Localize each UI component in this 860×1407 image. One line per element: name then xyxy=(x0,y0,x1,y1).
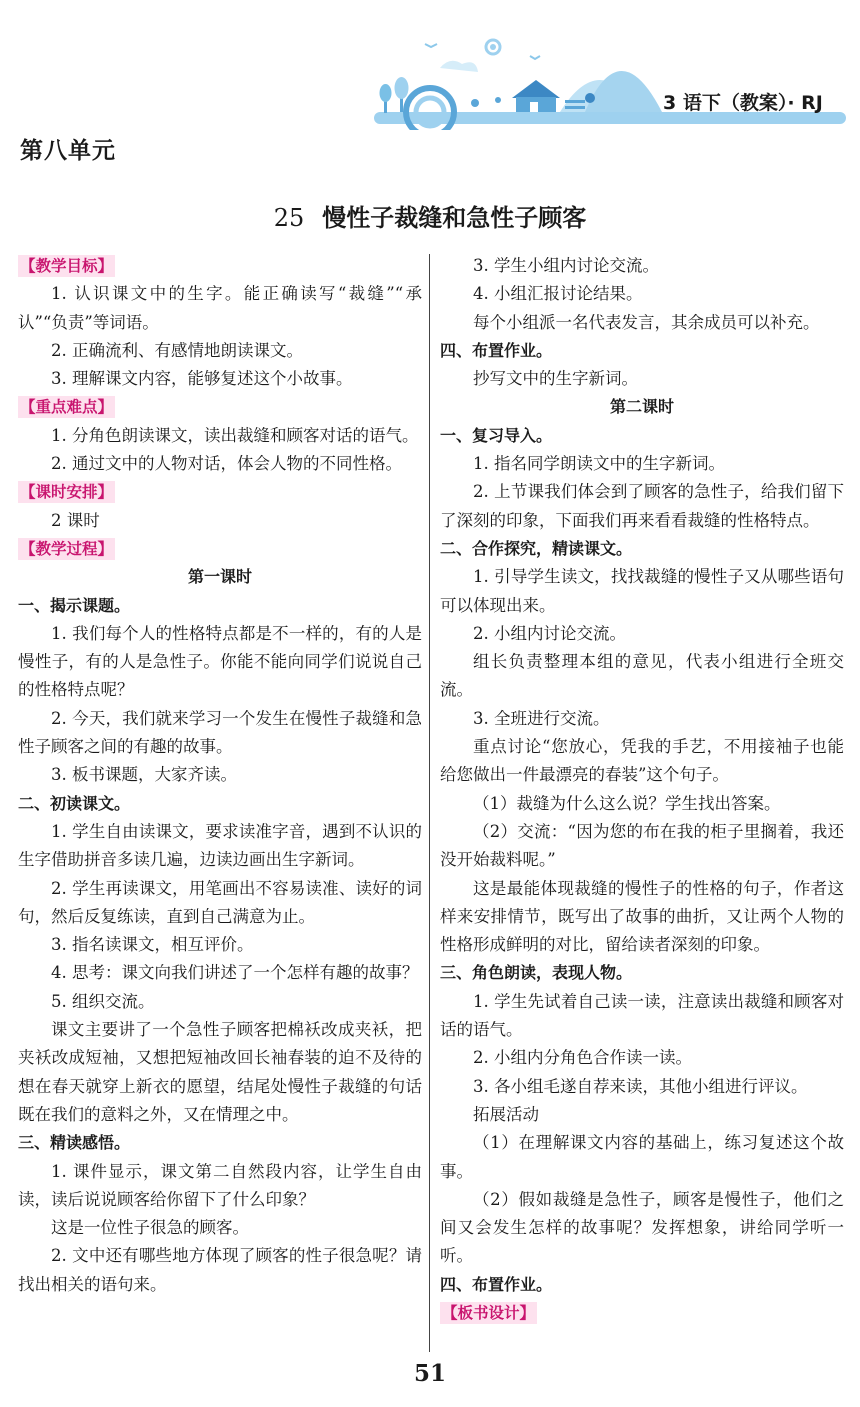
paragraph: （1）裁缝为什么这么说？学生找出答案。 xyxy=(473,793,781,813)
paragraph: 抄写文中的生字新词。 xyxy=(473,369,638,389)
paragraph: 3. 理解课文内容，能够复述这个小故事。 xyxy=(51,369,353,389)
paragraph: 1. 学生先试着自己读一读，注意读出裁缝和顾客对话的语气。 xyxy=(440,991,844,1040)
paragraph: 2. 小组内分角色合作读一读。 xyxy=(473,1048,692,1068)
section-heading: 四、布置作业。 xyxy=(440,1274,553,1294)
section-tag-label: 【重点难点】 xyxy=(20,398,114,417)
paragraph: 3. 各小组毛遂自荐来读，其他小组进行评议。 xyxy=(473,1076,808,1096)
paragraph: （2）假如裁缝是急性子，顾客是慢性子，他们之间又会发生怎样的故事呢？发挥想象，讲给同学听一听。 xyxy=(440,1189,844,1266)
section-tag xyxy=(440,1299,844,1327)
column-divider xyxy=(429,254,430,1352)
page-header xyxy=(0,0,860,130)
paragraph: 每个小组派一名代表发言，其余成员可以补充。 xyxy=(473,312,820,332)
section-tag xyxy=(18,252,422,280)
paragraph: 1. 我们每个人的性格特点都是不一样的，有的人是慢性子，有的人是急性子。你能不能向同学们说说自己的性格特点呢？ xyxy=(18,623,422,700)
section-heading: 一、揭示课题。 xyxy=(18,595,131,615)
unit-title: 第八单元 xyxy=(20,138,116,164)
paragraph: 1. 引导学生读文，找找裁缝的慢性子又从哪些语句可以体现出来。 xyxy=(440,567,844,615)
section-tag xyxy=(18,478,422,506)
section-tag-label: 【板书设计】 xyxy=(442,1303,536,1322)
section-heading: 二、初读课文。 xyxy=(18,793,131,813)
section-tag-label: 【教学过程】 xyxy=(20,539,114,558)
paragraph: 2. 正确流利、有感情地朗读课文。 xyxy=(51,340,303,360)
section-heading: 二、合作探究，精读课文。 xyxy=(440,538,633,558)
section-tag-label: 【教学目标】 xyxy=(20,257,114,275)
left-column xyxy=(18,252,422,1299)
period-heading: 第二课时 xyxy=(609,397,674,417)
section-tag xyxy=(18,393,422,421)
paragraph: 1. 指名同学朗读文中的生字新词。 xyxy=(473,454,725,474)
paragraph: 3. 板书课题，大家齐读。 xyxy=(51,765,237,785)
section-heading: 四、布置作业。 xyxy=(440,340,553,360)
section-heading: 三、角色朗读，表现人物。 xyxy=(440,963,633,983)
paragraph: 4. 思考：课文向我们讲述了一个怎样有趣的故事？ xyxy=(51,963,419,983)
paragraph: 2. 通过文中的人物对话，体会人物的不同性格。 xyxy=(51,454,402,474)
lesson-title xyxy=(0,198,860,233)
book-title: 3 语下（教案）· RJ xyxy=(663,92,823,114)
page-number: 51 xyxy=(413,1360,446,1387)
right-column xyxy=(440,252,844,1327)
section-tag-label: 【课时安排】 xyxy=(20,483,114,502)
paragraph: 2. 小组内讨论交流。 xyxy=(473,623,626,643)
paragraph: 1. 分角色朗读课文，读出裁缝和顾客对话的语气。 xyxy=(51,425,419,445)
paragraph: 2. 文中还有哪些地方体现了顾客的性子很急呢？请找出相关的语句来。 xyxy=(18,1246,422,1294)
paragraph: 组长负责整理本组的意见，代表小组进行全班交流。 xyxy=(440,652,844,700)
paragraph: 1. 认识课文中的生字。能正确读写“裁缝”“承认”“负责”等词语。 xyxy=(18,284,422,332)
paragraph: 1. 课件显示，课文第二自然段内容，让学生自由读，读后说说顾客给你留下了什么印象？ xyxy=(18,1161,422,1209)
paragraph: 拓展活动 xyxy=(473,1104,539,1124)
paragraph: 1. 学生自由读课文，要求读准字音，遇到不认识的生字借助拼音多读几遍，边读边画出生字新词。 xyxy=(18,821,422,870)
lesson-number: 25 xyxy=(273,204,305,232)
paragraph: 2. 今天，我们就来学习一个发生在慢性子裁缝和急性子顾客之间的有趣的故事。 xyxy=(18,708,422,757)
paragraph: 重点讨论“您放心，凭我的手艺，不用接袖子也能给您做出一件最漂亮的春装”这个句子。 xyxy=(440,737,844,785)
paragraph: 3. 全班进行交流。 xyxy=(473,708,610,728)
paragraph: （1）在理解课文内容的基础上，练习复述这个故事。 xyxy=(440,1133,844,1181)
paragraph: 2. 学生再读课文，用笔画出不容易读准、读好的词句，然后反复练读，直到自己满意为止。 xyxy=(18,878,422,926)
section-heading: 一、复习导入。 xyxy=(440,425,553,445)
paragraph: 3. 学生小组内讨论交流。 xyxy=(473,256,659,275)
paragraph: 5. 组织交流。 xyxy=(51,991,155,1011)
paragraph: 2 课时 xyxy=(51,510,100,530)
paragraph: （2）交流：“因为您的布在我的柜子里搁着，我还没开始裁料呢。” xyxy=(440,821,844,870)
paragraph: 这是一位性子很急的顾客。 xyxy=(51,1218,249,1238)
paragraph: 3. 指名读课文，相互评价。 xyxy=(51,935,254,955)
period-heading: 第一课时 xyxy=(187,567,252,587)
paragraph: 4. 小组汇报讨论结果。 xyxy=(473,284,643,304)
paragraph: 课文主要讲了一个急性子顾客把棉袄改成夹袄，把夹袄改成短袖，又想把短袖改回长袖春装的迫不及待的想在春天就穿上新衣的愿望，结尾处慢性子裁缝的句话既在我们的意料之外，又在情理之中。 xyxy=(18,1020,422,1124)
section-heading: 三、精读感悟。 xyxy=(18,1133,131,1153)
section-tag xyxy=(18,535,422,563)
paragraph: 这是最能体现裁缝的慢性子的性格的句子，作者这样来安排情节，既写出了故事的曲折，又让两个人物的性格形成鲜明的对比，留给读者深刻的印象。 xyxy=(440,878,844,955)
lesson-name: 慢性子裁缝和急性子顾客 xyxy=(322,203,587,232)
paragraph: 2. 上节课我们体会到了顾客的急性子，给我们留下了深刻的印象，下面我们再来看看裁缝的性格特点。 xyxy=(440,482,844,530)
